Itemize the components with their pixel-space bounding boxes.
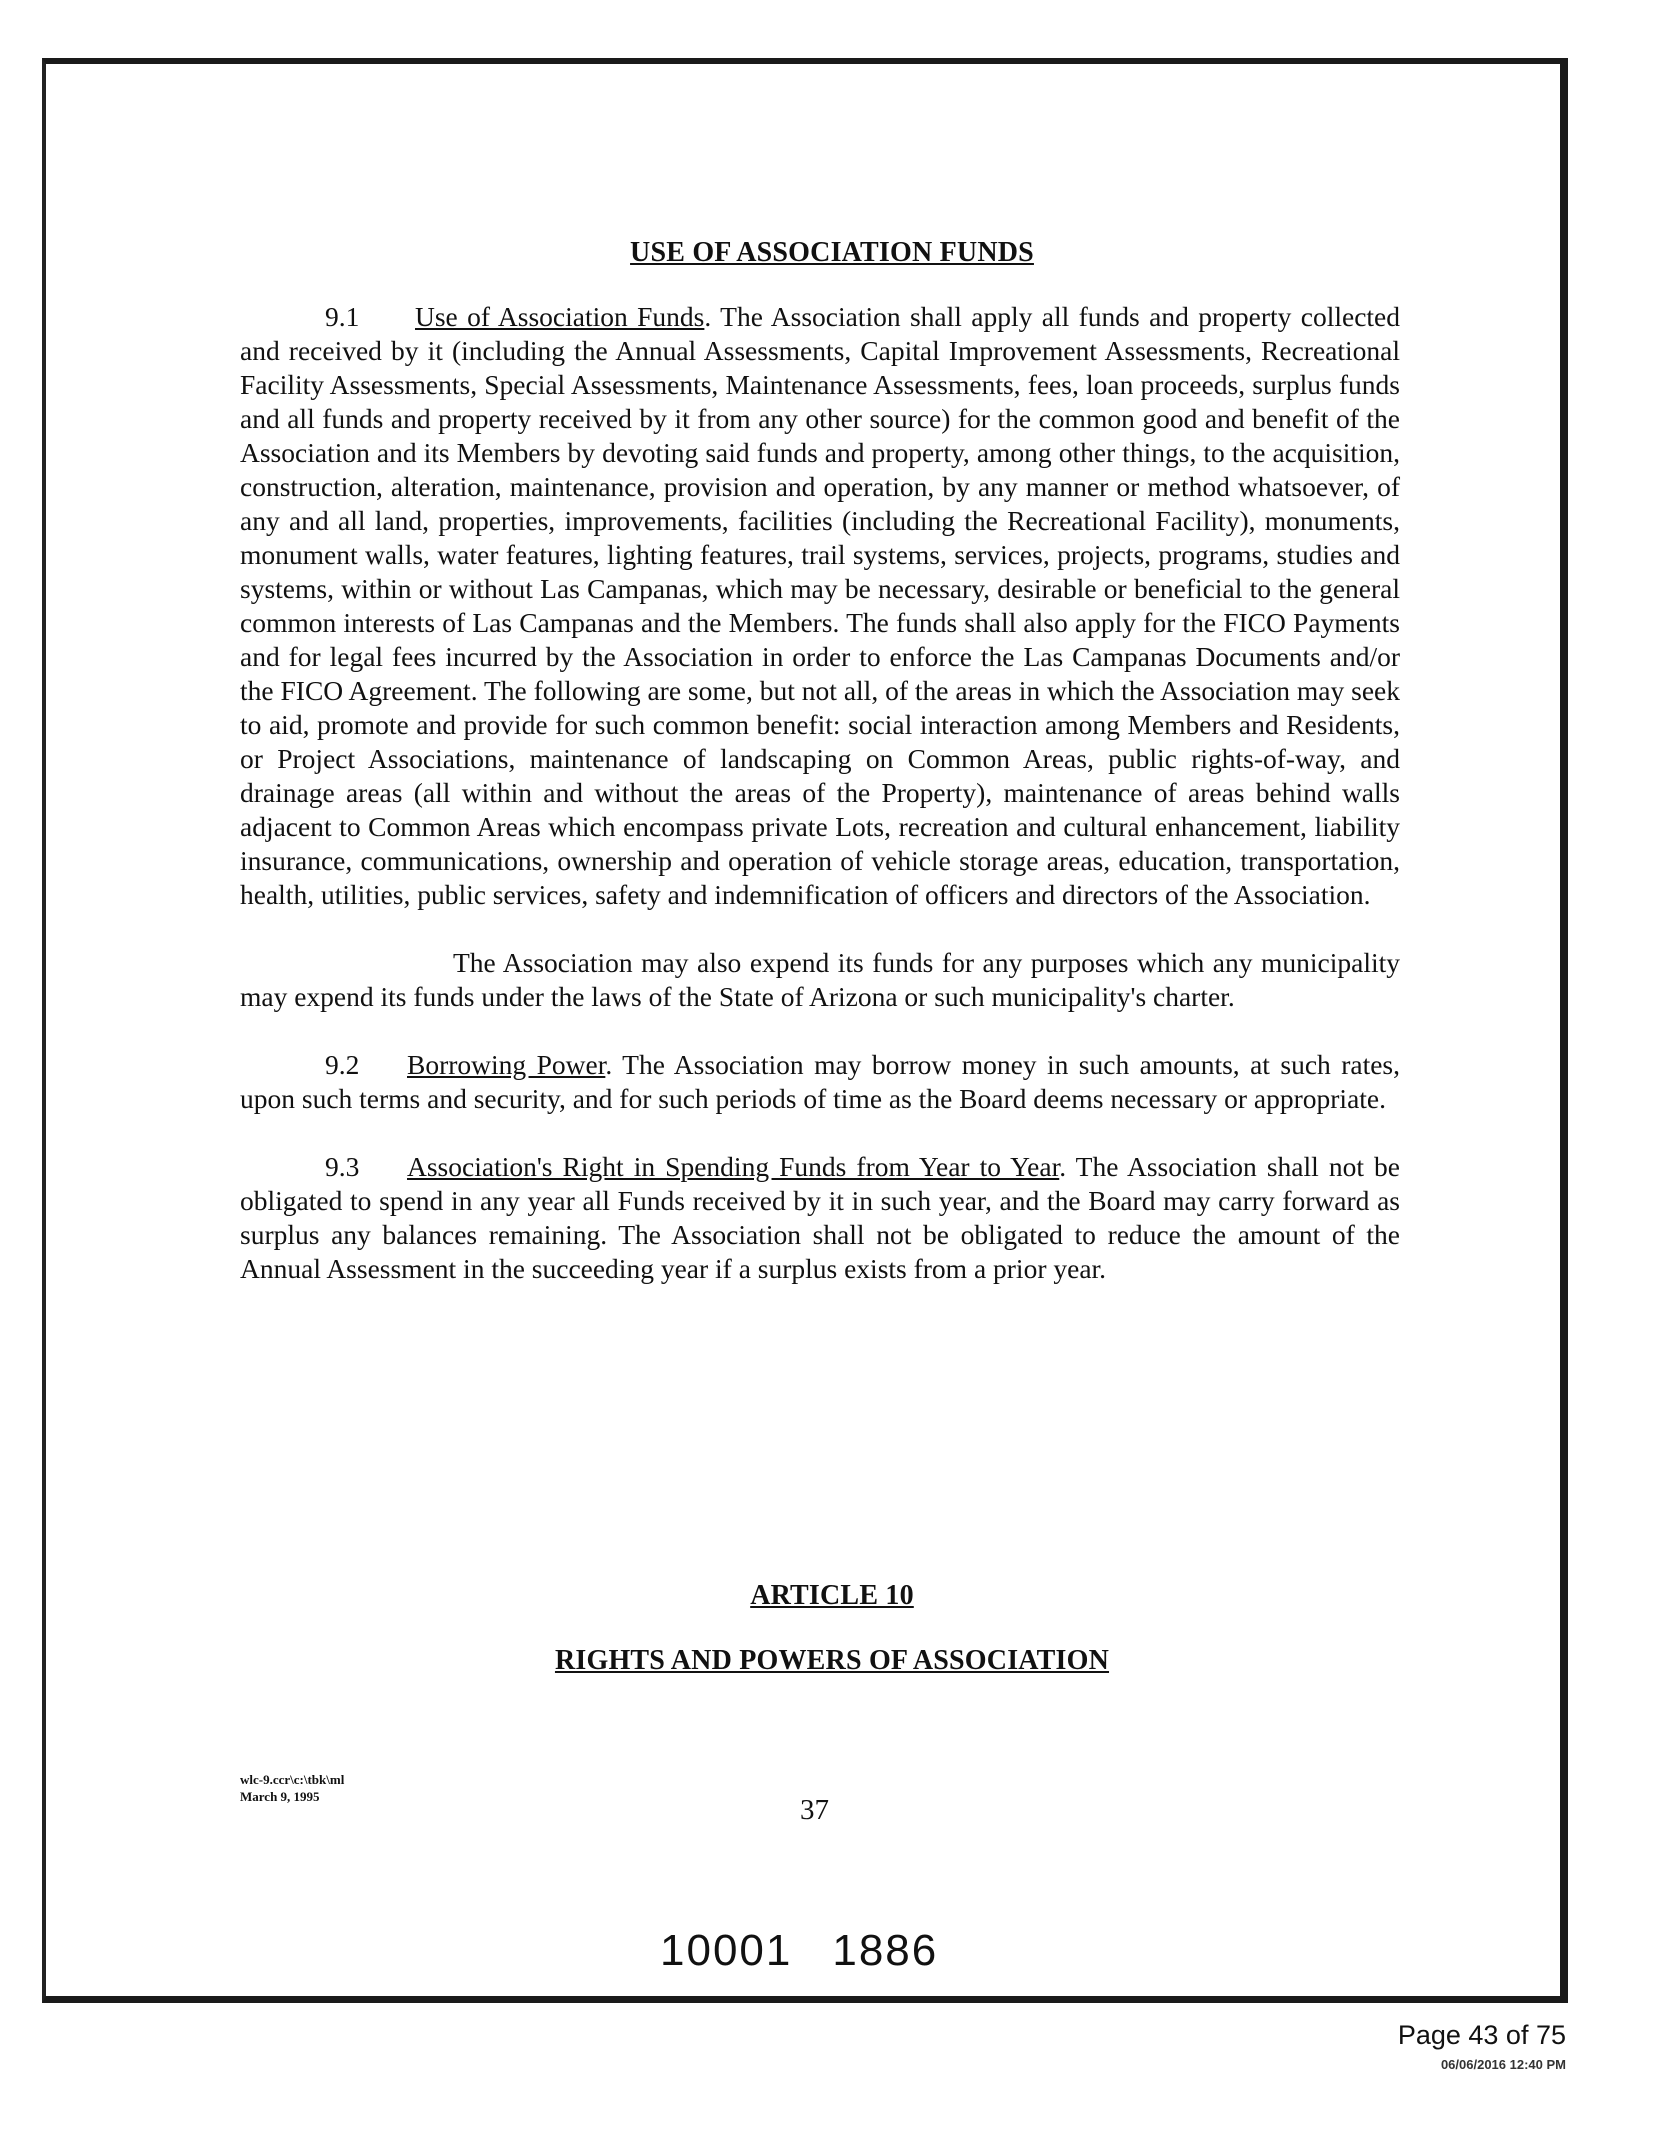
footer-file-ref (240, 1771, 344, 1805)
file-ref: wlc-9.ccr\c:\tbk\ml (240, 1772, 345, 1787)
section-title: Association's Right in Spending Funds from Year to Year (407, 1151, 1060, 1182)
file-date: March 9, 1995 (240, 1789, 320, 1804)
stamp-book: 10001 (660, 1926, 793, 1975)
section-title: Use of Association Funds (415, 301, 705, 332)
section-9-1 (240, 300, 1400, 912)
section-title: Borrowing Power (407, 1049, 606, 1080)
document-body (240, 300, 1400, 1320)
section-text: . The Association shall not be obligated to spend in any year all Funds received by it in such year, and the Board may carry forward as surplus any balances remaining. The Association shall not be obligated to reduce the amount of the Annual Assessment in the succeeding year if a surplus exists from a prior year. (240, 1151, 1401, 1284)
print-timestamp: 06/06/2016 12:40 PM (1440, 2057, 1566, 2072)
section-number: 9.1 (325, 301, 360, 332)
section-number: 9.2 (325, 1049, 360, 1080)
section-number: 9.3 (325, 1151, 360, 1182)
section-text: The Association may also expend its funds for any purposes which any municipality may expend its funds under the laws of the State of Arizona or such municipality's charter. (240, 947, 1400, 1012)
stamp-page: 1886 (832, 1926, 939, 1975)
section-heading: USE OF ASSOCIATION FUNDS (630, 237, 1034, 268)
recording-stamp (660, 1926, 938, 1976)
section-9-2 (240, 1048, 1400, 1116)
section-text: . The Association may borrow money in such amounts, at such rates, upon such terms and security, and for such periods of time as the Board deems necessary or appropriate. (240, 1049, 1400, 1114)
article-title: RIGHTS AND POWERS OF ASSOCIATION (554, 1645, 1110, 1676)
page-of-total: Page 43 of 75 (1397, 2020, 1566, 2050)
article-number: ARTICLE 10 (750, 1580, 914, 1611)
section-9-1-continued (240, 946, 1400, 1014)
section-9-3 (240, 1150, 1400, 1286)
section-text: . The Association shall apply all funds and property collected and received by it (including the Annual Assessments, Capital Improvement Assessments, Recreational Facility Assessments, Special Assessments, Maintenance Assessments, fees, loan proceeds, surplus funds and all funds and property received by it from any other source) for the common good and benefit of the Association and its Members by devoting said funds and property, among other things, to the acquisition, construction, alteration, maintenance, provision and operation, by any manner or method whatsoever, of any and all land, properties, improvements, facilities (including the Recreational Facility), monuments, monument walls, water features, lighting features, trail systems, services, projects, programs, studies and systems, within or without Las Campanas, which may be necessary, desirable or beneficial to the general common interests of Las Campanas and the Members. The funds shall also apply for the FICO Payments and for legal fees incurred by the Association in order to enforce the Las Campanas Documents and/or the FICO Agreement. The following are some, but not all, of the areas in which the Association may seek to aid, promote and provide for such common benefit: social interaction among Members and Residents, or Project Associations, maintenance of landscaping on Common Areas, public rights-of-way, and drainage areas (all within and without the areas of the Property), maintenance of areas behind walls adjacent to Common Areas which encompass private Lots, recreation and cultural enhancement, liability insurance, communications, ownership and operation of vehicle storage areas, education, transportation, health, utilities, public services, safety and indemnification of officers and directors of the Association. (240, 301, 1400, 910)
page-number: 37 (800, 1794, 829, 1826)
